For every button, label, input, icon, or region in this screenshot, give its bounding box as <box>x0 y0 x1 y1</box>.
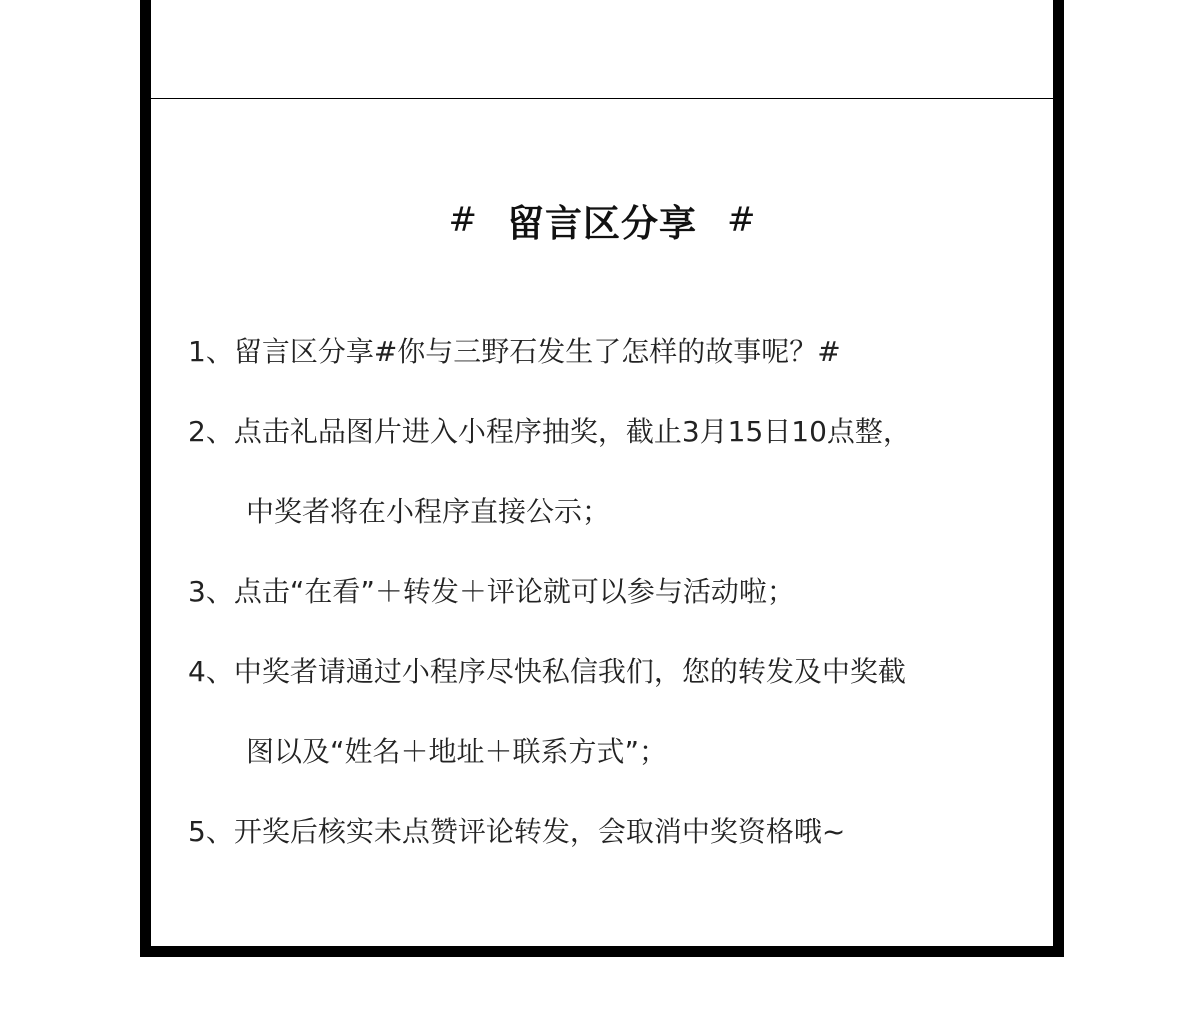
section-heading <box>151 192 1053 248</box>
heading-hash-left: # <box>448 200 477 240</box>
rule-item-5: 5、开奖后核实未点赞评论转发，会取消中奖资格哦~ <box>188 815 846 848</box>
top-divider <box>151 98 1053 99</box>
rules-list <box>188 328 1048 888</box>
rule-item-2-continued: 中奖者将在小程序直接公示； <box>246 495 611 528</box>
rule-item-3: 3、点击“在看”＋转发＋评论就可以参与活动啦； <box>188 575 795 608</box>
section-title: 留言区分享 <box>507 201 697 245</box>
rule-item-4: 4、中奖者请通过小程序尽快私信我们，您的转发及中奖截 <box>188 655 906 688</box>
rule-item-1: 1、留言区分享#你与三野石发生了怎样的故事呢？# <box>188 335 841 368</box>
heading-hash-right: # <box>727 200 756 240</box>
rule-item-2: 2、点击礼品图片进入小程序抽奖，截止3月15日10点整， <box>188 415 911 448</box>
content-frame <box>140 0 1064 957</box>
rule-item-4-continued: 图以及“姓名＋地址＋联系方式”； <box>246 735 668 768</box>
